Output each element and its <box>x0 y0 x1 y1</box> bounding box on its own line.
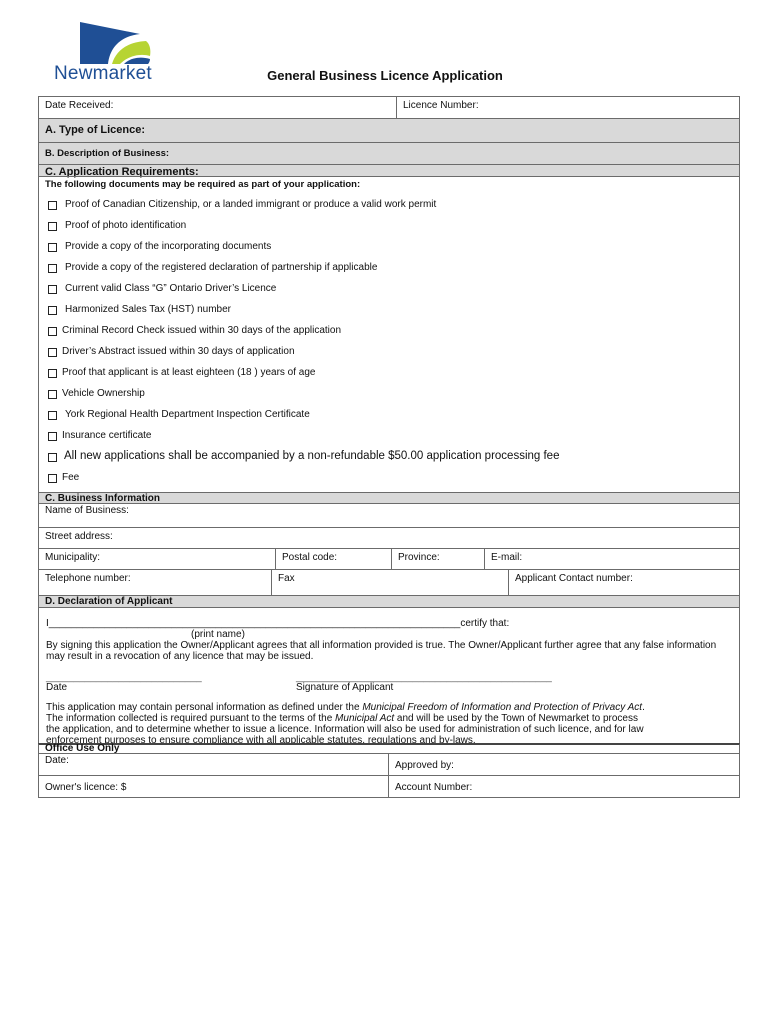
section-c-requirements-header <box>38 164 740 176</box>
date-signature-line[interactable]: ____________________________ <box>46 672 202 683</box>
checkbox-health-inspection[interactable] <box>48 411 57 420</box>
street-address-label: Street address: <box>45 531 113 542</box>
approved-by-label: Approved by: <box>395 760 454 771</box>
certify-line[interactable]: I__________________________________________________________________________certify that: <box>46 618 510 629</box>
section-d-header <box>38 595 740 607</box>
privacy-act-name: Municipal Freedom of Information and Protection of Privacy Act <box>362 702 643 713</box>
requirements-list <box>38 176 740 492</box>
fax-cell[interactable] <box>271 570 508 595</box>
account-number-cell[interactable] <box>388 776 739 797</box>
office-row-2 <box>38 775 740 797</box>
municipal-act-name: Municipal Act <box>335 713 395 724</box>
office-use-title: Office Use Only <box>45 743 120 754</box>
checkbox-fee[interactable] <box>48 474 57 483</box>
municipality-row <box>38 548 740 569</box>
application-form <box>38 96 740 800</box>
contact-number-cell[interactable] <box>508 570 739 595</box>
contact-number-label: Applicant Contact number: <box>515 573 633 584</box>
email-cell[interactable] <box>484 549 739 569</box>
item-processing-fee: All new applications shall be accompanied by a non-refundable $50.00 application processing fee <box>64 450 560 462</box>
item-hst: Harmonized Sales Tax (HST) number <box>65 304 231 315</box>
item-vehicle-ownership: Vehicle Ownership <box>62 388 145 399</box>
item-health-inspection: York Regional Health Department Inspection Certificate <box>65 409 310 420</box>
telephone-row <box>38 569 740 595</box>
section-c-title: C. Application Requirements: <box>45 166 199 178</box>
municipality-field[interactable]: Municipality: <box>45 552 101 563</box>
fax-label: Fax <box>278 573 295 584</box>
requirements-subtitle: The following documents may be required as part of your application: <box>45 179 361 190</box>
telephone-field[interactable]: Telephone number: <box>45 573 131 584</box>
approved-by-cell[interactable] <box>388 754 739 775</box>
item-incorporating-docs: Provide a copy of the incorporating documents <box>65 241 272 252</box>
logo-mark-icon <box>50 20 160 66</box>
account-number-label: Account Number: <box>395 782 473 793</box>
logo-text: Newmarket <box>54 63 152 84</box>
checkbox-drivers-licence[interactable] <box>48 285 57 294</box>
item-drivers-licence: Current valid Class “G” Ontario Driver’s Licence <box>65 283 277 294</box>
checkbox-hst[interactable] <box>48 306 57 315</box>
checkbox-processing-fee[interactable] <box>48 453 57 462</box>
checkbox-vehicle-ownership[interactable] <box>48 390 57 399</box>
date-label: Date <box>46 682 68 693</box>
checkbox-drivers-abstract[interactable] <box>48 348 57 357</box>
office-use-header <box>38 743 740 753</box>
date-received-field[interactable]: Date Received: <box>45 100 114 111</box>
privacy-line-1a: This application may contain personal information as defined under the <box>46 702 363 713</box>
section-b-title: B. Description of Business: <box>45 148 170 159</box>
signature-label: Signature of Applicant <box>296 682 394 693</box>
form-bottom-border <box>38 797 740 798</box>
declaration-statement: By signing this application the Owner/Applicant agrees that all information provided is true. The Owner/Applicant further agree that any false information may result in a revocation of any licence that may be issued. <box>46 640 717 662</box>
section-c-business-header <box>38 492 740 503</box>
office-date-field[interactable]: Date: <box>45 755 69 766</box>
postal-code-cell[interactable] <box>275 549 391 569</box>
privacy-line-4: enforcement purposes to ensure compliance with all applicable statutes, regulations and by-laws. <box>46 735 476 746</box>
privacy-line-2c: and will be used by the Town of Newmarket to process <box>394 713 638 724</box>
email-label: E-mail: <box>491 552 523 563</box>
postal-code-label: Postal code: <box>282 552 338 563</box>
item-photo-id: Proof of photo identification <box>65 220 187 231</box>
section-b-description[interactable] <box>38 142 740 164</box>
owners-licence-field[interactable]: Owner's licence: $ <box>45 782 127 793</box>
checkbox-photo-id[interactable] <box>48 222 57 231</box>
privacy-line-2a: The information collected is required pursuant to the terms of the <box>46 713 336 724</box>
checkbox-insurance[interactable] <box>48 432 57 441</box>
licence-number-cell[interactable] <box>396 97 739 118</box>
item-fee: Fee <box>62 472 80 483</box>
checkbox-citizenship[interactable] <box>48 201 57 210</box>
privacy-line-1c: . <box>642 702 645 713</box>
checkbox-criminal-record[interactable] <box>48 327 57 336</box>
item-age-proof: Proof that applicant is at least eighteen (18 ) years of age <box>62 367 316 378</box>
business-name-label: Name of Business: <box>45 505 129 516</box>
applicant-signature-line[interactable]: ______________________________________________ <box>296 672 552 683</box>
item-insurance: Insurance certificate <box>62 430 152 441</box>
item-partnership: Provide a copy of the registered declaration of partnership if applicable <box>65 262 378 273</box>
section-a-title: A. Type of Licence: <box>45 124 146 136</box>
item-criminal-record: Criminal Record Check issued within 30 days of the application <box>62 325 342 336</box>
licence-number-label: Licence Number: <box>403 100 479 111</box>
business-info-title: C. Business Information <box>45 493 161 504</box>
print-name-label: (print name) <box>191 629 245 640</box>
section-d-title: D. Declaration of Applicant <box>45 596 173 607</box>
top-row <box>38 96 740 118</box>
privacy-notice <box>46 702 731 746</box>
item-citizenship: Proof of Canadian Citizenship, or a landed immigrant or produce a valid work permit <box>65 199 437 210</box>
checkbox-partnership[interactable] <box>48 264 57 273</box>
province-label: Province: <box>398 552 440 563</box>
section-a-type-of-licence[interactable] <box>38 118 740 142</box>
business-name-row[interactable] <box>38 503 740 527</box>
province-cell[interactable] <box>391 549 484 569</box>
item-drivers-abstract: Driver’s Abstract issued within 30 days of application <box>62 346 295 357</box>
privacy-line-3: the application, and to determine whether to issue a licence. Information will also be used for administration of such licence, and for law <box>46 724 644 735</box>
page-title: General Business Licence Application <box>267 68 503 83</box>
checkbox-incorporating-docs[interactable] <box>48 243 57 252</box>
office-row-1 <box>38 753 740 775</box>
declaration-body <box>38 607 740 746</box>
street-address-row[interactable] <box>38 527 740 548</box>
checkbox-age-proof[interactable] <box>48 369 57 378</box>
